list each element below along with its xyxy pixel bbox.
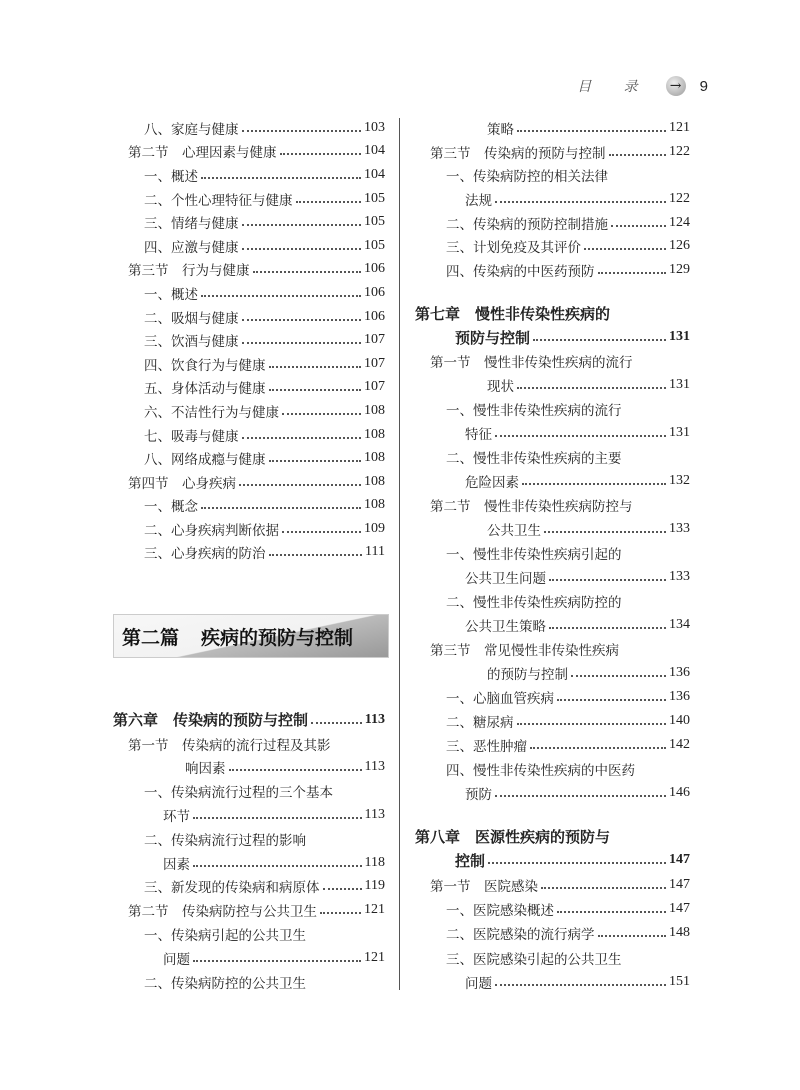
toc-item-entry[interactable] bbox=[415, 781, 690, 805]
entry-title: 一、传染病流行过程的三个基本 bbox=[144, 785, 333, 802]
toc-section-entry[interactable] bbox=[113, 470, 385, 494]
dot-leader bbox=[193, 865, 362, 867]
entry-page-number: 105 bbox=[364, 214, 385, 230]
toc-item-entry[interactable] bbox=[113, 328, 385, 352]
entry-title: 四、饮食行为与健康 bbox=[144, 357, 266, 374]
entry-page-number: 151 bbox=[669, 973, 690, 989]
toc-item-entry[interactable] bbox=[113, 423, 385, 447]
entry-page-number: 122 bbox=[669, 190, 690, 206]
dot-leader bbox=[229, 769, 362, 771]
entry-page-number: 113 bbox=[364, 807, 385, 823]
entry-page-number: 108 bbox=[364, 402, 385, 418]
entry-title: 问题 bbox=[163, 951, 190, 968]
dot-leader bbox=[571, 675, 666, 677]
entry-page-number: 113 bbox=[364, 711, 385, 727]
toc-right-column bbox=[415, 0, 690, 1090]
toc-section-entry[interactable] bbox=[113, 258, 385, 282]
entry-title: 三、情绪与健康 bbox=[144, 216, 239, 233]
dot-leader bbox=[544, 531, 666, 533]
entry-page-number: 136 bbox=[669, 665, 690, 680]
dot-leader bbox=[517, 130, 666, 132]
toc-item-entry[interactable] bbox=[415, 897, 690, 921]
entry-page-number: 107 bbox=[364, 332, 385, 348]
toc-item-entry[interactable] bbox=[415, 733, 690, 757]
entry-page-number: 108 bbox=[364, 450, 385, 466]
entry-title: 一、慢性非传染性疾病的流行 bbox=[446, 403, 622, 419]
toc-item-entry[interactable] bbox=[415, 469, 690, 493]
toc-item-entry[interactable] bbox=[113, 234, 385, 258]
entry-title: 第四节 心身疾病 bbox=[128, 475, 236, 492]
entry-title: 八、网络成瘾与健康 bbox=[144, 452, 266, 469]
dot-leader bbox=[598, 935, 667, 937]
dot-leader bbox=[269, 460, 362, 462]
toc-item-entry[interactable] bbox=[415, 187, 690, 211]
dot-leader bbox=[282, 413, 361, 415]
entry-page-number: 121 bbox=[364, 949, 385, 965]
entry-page-number: 131 bbox=[669, 377, 690, 392]
toc-item-entry[interactable] bbox=[113, 875, 385, 899]
toc-item-entry[interactable] bbox=[415, 921, 690, 945]
dot-leader bbox=[488, 862, 666, 864]
toc-item-entry[interactable] bbox=[113, 922, 385, 946]
dot-leader bbox=[549, 627, 666, 629]
entry-title: 二、心身疾病判断依据 bbox=[144, 522, 279, 539]
entry-title: 四、应激与健康 bbox=[144, 239, 239, 256]
toc-section bbox=[113, 116, 385, 564]
toc-item-entry[interactable] bbox=[415, 970, 690, 994]
toc-item-entry[interactable] bbox=[415, 613, 690, 637]
dot-leader bbox=[549, 579, 666, 581]
entry-title: 因素 bbox=[163, 856, 190, 873]
toc-chapter-entry[interactable] bbox=[113, 708, 385, 732]
entry-title: 二、个性心理特征与健康 bbox=[144, 192, 293, 209]
dot-leader bbox=[598, 272, 667, 274]
dot-leader bbox=[311, 722, 362, 724]
entry-title: 一、概述 bbox=[144, 286, 198, 303]
entry-title: 一、医院感染概述 bbox=[446, 903, 554, 920]
toc-item-entry[interactable] bbox=[113, 376, 385, 400]
entry-page-number: 106 bbox=[364, 284, 385, 300]
entry-title: 二、慢性非传染性疾病的主要 bbox=[446, 451, 622, 467]
toc-item-entry[interactable] bbox=[415, 397, 690, 421]
entry-title: 第一节 慢性非传染性疾病的流行 bbox=[430, 355, 633, 371]
entry-title: 危险因素 bbox=[465, 475, 519, 491]
toc-item-entry[interactable] bbox=[113, 779, 385, 803]
dot-leader bbox=[201, 295, 361, 297]
dot-leader bbox=[201, 507, 361, 509]
entry-title: 第一节 医院感染 bbox=[430, 878, 538, 895]
dot-leader bbox=[282, 531, 361, 533]
toc-section-entry[interactable] bbox=[415, 373, 690, 397]
entry-page-number: 108 bbox=[364, 497, 385, 513]
entry-page-number: 131 bbox=[669, 329, 690, 344]
entry-page-number: 111 bbox=[365, 544, 385, 560]
entry-page-number: 147 bbox=[669, 852, 690, 868]
dot-leader bbox=[495, 201, 666, 203]
toc-item-entry[interactable] bbox=[415, 116, 690, 140]
toc-item-entry[interactable] bbox=[415, 945, 690, 969]
entry-page-number: 105 bbox=[364, 190, 385, 206]
entry-title: 二、传染病的预防控制措施 bbox=[446, 216, 608, 233]
entry-title: 二、医院感染的流行病学 bbox=[446, 927, 595, 944]
entry-title: 响因素 bbox=[185, 761, 226, 778]
toc-section-entry[interactable] bbox=[113, 732, 385, 756]
entry-title: 第七章 慢性非传染性疾病的 bbox=[415, 304, 611, 323]
toc-item-entry[interactable] bbox=[113, 210, 385, 234]
entry-page-number: 140 bbox=[669, 713, 690, 728]
toc-section-entry[interactable] bbox=[415, 517, 690, 541]
entry-page-number: 133 bbox=[669, 569, 690, 584]
dot-leader bbox=[495, 984, 666, 986]
toc-item-entry[interactable] bbox=[113, 494, 385, 518]
toc-item-entry[interactable] bbox=[415, 589, 690, 613]
entry-title: 法规 bbox=[465, 192, 492, 209]
entry-page-number: 136 bbox=[669, 689, 690, 704]
entry-page-number: 146 bbox=[669, 785, 690, 800]
dot-leader bbox=[320, 912, 361, 914]
entry-page-number: 134 bbox=[669, 617, 690, 632]
column-divider bbox=[399, 118, 400, 990]
toc-item-entry[interactable] bbox=[113, 116, 385, 140]
dot-leader bbox=[323, 888, 362, 890]
part-title: 疾病的预防与控制 bbox=[201, 626, 354, 649]
dot-leader bbox=[517, 387, 666, 389]
entry-page-number: 147 bbox=[669, 876, 690, 892]
toc-left-column bbox=[113, 0, 385, 1090]
entry-title: 二、传染病防控的公共卫生 bbox=[144, 975, 306, 992]
entry-title: 第一节 传染病的流行过程及其影 bbox=[128, 737, 331, 754]
entry-title: 预防 bbox=[465, 787, 492, 803]
dot-leader bbox=[239, 484, 361, 486]
entry-page-number: 124 bbox=[669, 214, 690, 230]
toc-section-entry[interactable] bbox=[415, 637, 690, 661]
entry-title: 三、医院感染引起的公共卫生 bbox=[446, 951, 622, 968]
dot-leader bbox=[611, 225, 666, 227]
entry-title: 三、饮酒与健康 bbox=[144, 334, 239, 351]
entry-title: 二、慢性非传染性疾病防控的 bbox=[446, 595, 622, 611]
entry-page-number: 132 bbox=[669, 473, 690, 488]
header-title: 目 录 bbox=[577, 79, 652, 95]
entry-page-number: 126 bbox=[669, 238, 690, 254]
entry-title: 第三节 传染病的预防与控制 bbox=[430, 145, 606, 162]
toc-item-entry[interactable] bbox=[415, 163, 690, 187]
toc-section bbox=[113, 708, 385, 994]
dot-leader bbox=[242, 342, 362, 344]
dot-leader bbox=[609, 154, 667, 156]
entry-title: 第三节 行为与健康 bbox=[128, 263, 250, 280]
entry-title: 第八章 医源性疾病的预防与 bbox=[415, 827, 611, 846]
entry-title: 预防与控制 bbox=[455, 328, 531, 347]
entry-title: 一、概念 bbox=[144, 499, 198, 516]
dot-leader bbox=[517, 723, 667, 725]
dot-leader bbox=[242, 224, 362, 226]
part-number: 第二篇 bbox=[122, 626, 180, 649]
entry-title: 一、传染病防控的相关法律 bbox=[446, 169, 608, 186]
entry-title: 二、吸烟与健康 bbox=[144, 310, 239, 327]
entry-page-number: 121 bbox=[669, 119, 690, 135]
dot-leader bbox=[242, 248, 362, 250]
arrow-right-icon: → bbox=[666, 76, 686, 96]
toc-section-entry[interactable] bbox=[415, 349, 690, 373]
dot-leader bbox=[253, 271, 362, 273]
entry-page-number: 107 bbox=[364, 355, 385, 371]
toc-item-entry[interactable] bbox=[113, 446, 385, 470]
toc-item-entry[interactable] bbox=[113, 946, 385, 970]
entry-title: 六、不洁性行为与健康 bbox=[144, 404, 279, 421]
page-number: 9 bbox=[699, 77, 708, 95]
toc-section bbox=[415, 301, 690, 805]
toc-section-entry[interactable] bbox=[113, 898, 385, 922]
toc-item-entry[interactable] bbox=[113, 281, 385, 305]
dot-leader bbox=[201, 177, 361, 179]
toc-item-entry[interactable] bbox=[415, 709, 690, 733]
toc-item-entry[interactable] bbox=[113, 827, 385, 851]
entry-page-number: 122 bbox=[669, 143, 690, 159]
entry-title: 三、计划免疫及其评价 bbox=[446, 240, 581, 257]
entry-title: 一、概述 bbox=[144, 168, 198, 185]
dot-leader bbox=[280, 153, 362, 155]
toc-item-entry[interactable] bbox=[113, 399, 385, 423]
entry-title: 三、新发现的传染病和病原体 bbox=[144, 880, 320, 897]
entry-page-number: 147 bbox=[669, 901, 690, 917]
dot-leader bbox=[269, 366, 362, 368]
toc-item-entry[interactable] bbox=[113, 163, 385, 187]
toc-item-entry[interactable] bbox=[415, 541, 690, 565]
toc-item-entry[interactable] bbox=[415, 685, 690, 709]
entry-title: 公共卫生策略 bbox=[465, 619, 546, 635]
dot-leader bbox=[193, 960, 361, 962]
toc-item-entry[interactable] bbox=[415, 565, 690, 589]
toc-section-entry[interactable] bbox=[415, 493, 690, 517]
entry-title: 环节 bbox=[163, 809, 190, 826]
entry-title: 控制 bbox=[455, 851, 486, 870]
entry-title: 一、慢性非传染性疾病引起的 bbox=[446, 547, 622, 563]
entry-title: 公共卫生 bbox=[487, 523, 541, 539]
toc-item-entry[interactable] bbox=[415, 211, 690, 235]
dot-leader bbox=[557, 911, 666, 913]
entry-page-number: 133 bbox=[669, 521, 690, 536]
entry-title: 二、糖尿病 bbox=[446, 715, 514, 731]
toc-section-entry[interactable] bbox=[415, 873, 690, 897]
entry-page-number: 106 bbox=[364, 261, 385, 277]
entry-page-number: 148 bbox=[669, 925, 690, 941]
entry-title: 现状 bbox=[487, 379, 514, 395]
toc-item-entry[interactable] bbox=[113, 517, 385, 541]
toc-item-entry[interactable] bbox=[113, 187, 385, 211]
toc-item-entry[interactable] bbox=[415, 258, 690, 282]
entry-page-number: 107 bbox=[364, 379, 385, 395]
entry-page-number: 109 bbox=[364, 520, 385, 536]
entry-title: 四、传染病的中医药预防 bbox=[446, 263, 595, 280]
entry-page-number: 104 bbox=[364, 166, 385, 182]
toc-chapter-entry[interactable] bbox=[415, 301, 690, 325]
entry-title: 七、吸毒与健康 bbox=[144, 428, 239, 445]
dot-leader bbox=[522, 483, 666, 485]
dot-leader bbox=[495, 795, 666, 797]
entry-title: 四、慢性非传染性疾病的中医药 bbox=[446, 763, 635, 779]
toc-section-entry[interactable] bbox=[113, 756, 385, 780]
toc-item-entry[interactable] bbox=[113, 305, 385, 329]
dot-leader bbox=[242, 437, 362, 439]
dot-leader bbox=[530, 747, 666, 749]
dot-leader bbox=[242, 319, 362, 321]
entry-title: 特征 bbox=[465, 427, 492, 443]
entry-page-number: 131 bbox=[669, 425, 690, 440]
entry-title: 第六章 传染病的预防与控制 bbox=[113, 711, 309, 730]
entry-title: 策略 bbox=[487, 121, 514, 138]
dot-leader bbox=[495, 435, 666, 437]
toc-item-entry[interactable] bbox=[113, 803, 385, 827]
toc-item-entry[interactable] bbox=[415, 757, 690, 781]
dot-leader bbox=[269, 389, 362, 391]
dot-leader bbox=[541, 887, 666, 889]
entry-page-number: 103 bbox=[364, 119, 385, 135]
entry-page-number: 108 bbox=[364, 426, 385, 442]
entry-title: 三、恶性肿瘤 bbox=[446, 739, 527, 755]
toc-chapter-entry[interactable] bbox=[415, 848, 690, 872]
entry-title: 的预防与控制 bbox=[487, 667, 568, 683]
dot-leader bbox=[242, 130, 362, 132]
entry-title: 第二节 慢性非传染性疾病防控与 bbox=[430, 499, 633, 515]
dot-leader bbox=[533, 339, 666, 341]
toc-section-entry[interactable] bbox=[415, 661, 690, 685]
toc-chapter-entry[interactable] bbox=[415, 325, 690, 349]
entry-page-number: 129 bbox=[669, 261, 690, 277]
entry-title: 二、传染病流行过程的影响 bbox=[144, 832, 306, 849]
toc-item-entry[interactable] bbox=[113, 352, 385, 376]
dot-leader bbox=[269, 554, 363, 556]
entry-title: 五、身体活动与健康 bbox=[144, 381, 266, 398]
entry-title: 八、家庭与健康 bbox=[144, 121, 239, 138]
entry-page-number: 121 bbox=[364, 902, 385, 918]
entry-title: 第二节 心理因素与健康 bbox=[128, 145, 277, 162]
dot-leader bbox=[193, 817, 362, 819]
toc-item-entry[interactable] bbox=[113, 851, 385, 875]
dot-leader bbox=[584, 248, 666, 250]
entry-page-number: 142 bbox=[669, 737, 690, 752]
toc-item-entry[interactable] bbox=[415, 421, 690, 445]
toc-section bbox=[415, 116, 690, 282]
toc-section bbox=[415, 824, 690, 994]
entry-title: 一、心脑血管疾病 bbox=[446, 691, 554, 707]
dot-leader bbox=[296, 201, 362, 203]
toc-section-entry[interactable] bbox=[113, 140, 385, 164]
entry-page-number: 113 bbox=[364, 759, 385, 775]
entry-page-number: 104 bbox=[364, 143, 385, 159]
toc-item-entry[interactable] bbox=[415, 445, 690, 469]
entry-title: 问题 bbox=[465, 975, 492, 992]
entry-title: 第三节 常见慢性非传染性疾病 bbox=[430, 643, 619, 659]
entry-title: 公共卫生问题 bbox=[465, 571, 546, 587]
entry-page-number: 105 bbox=[364, 237, 385, 253]
toc-section-entry[interactable] bbox=[415, 140, 690, 164]
dot-leader bbox=[557, 699, 666, 701]
entry-page-number: 108 bbox=[364, 473, 385, 489]
entry-title: 一、传染病引起的公共卫生 bbox=[144, 928, 306, 945]
entry-title: 第二节 传染病防控与公共卫生 bbox=[128, 904, 317, 921]
entry-page-number: 106 bbox=[364, 308, 385, 324]
toc-item-entry[interactable] bbox=[415, 234, 690, 258]
toc-item-entry[interactable] bbox=[113, 541, 385, 565]
entry-page-number: 119 bbox=[364, 878, 385, 894]
toc-item-entry[interactable] bbox=[113, 970, 385, 994]
entry-title: 三、心身疾病的防治 bbox=[144, 546, 266, 563]
toc-chapter-entry[interactable] bbox=[415, 824, 690, 848]
entry-page-number: 118 bbox=[364, 854, 385, 870]
